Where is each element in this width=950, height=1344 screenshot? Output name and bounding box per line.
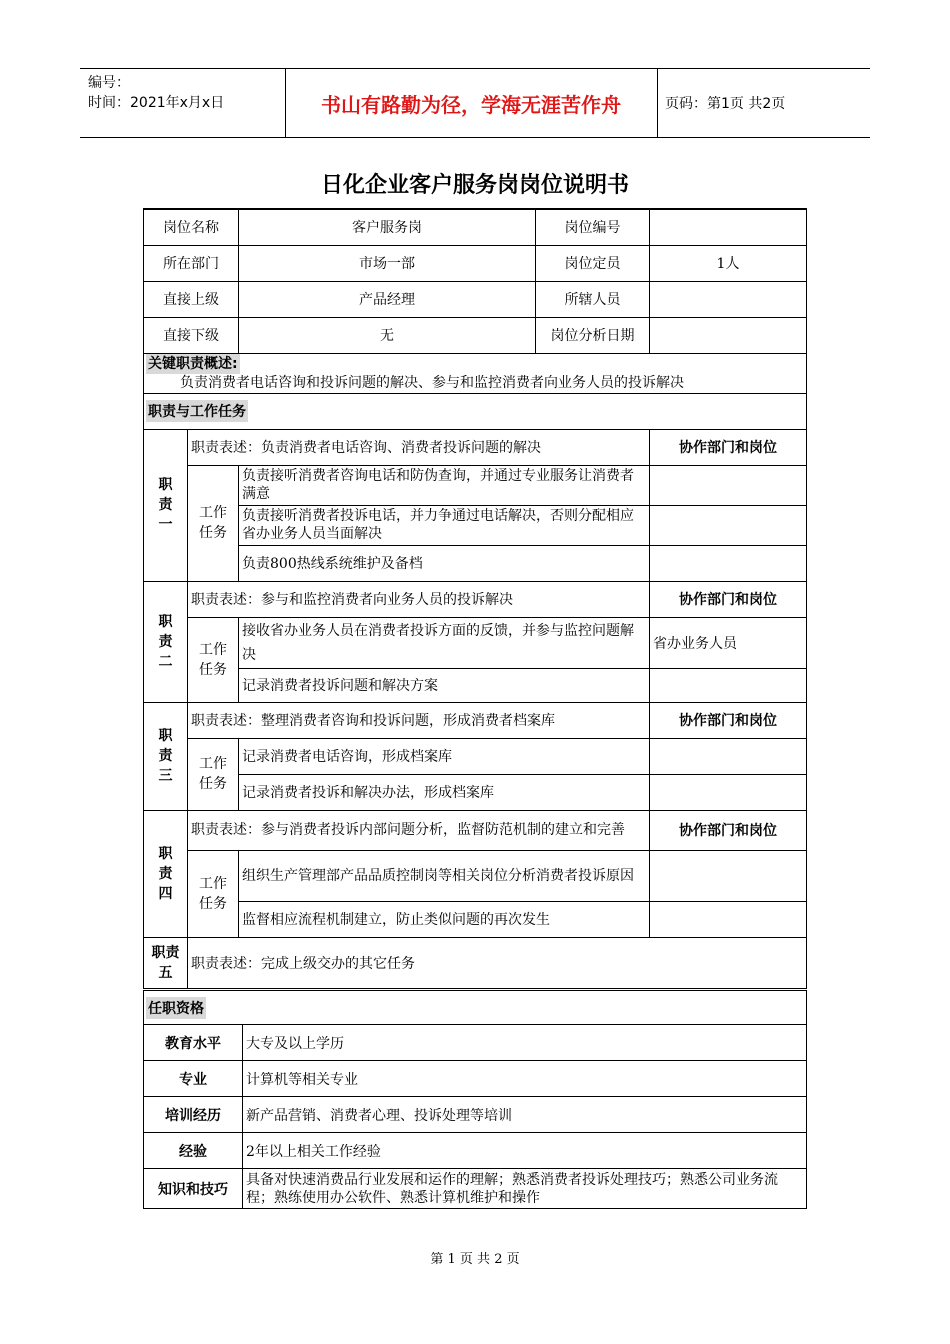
job-description-table (143, 208, 807, 989)
header-meta (88, 73, 224, 113)
duty-number: 职 责 一 (144, 429, 188, 581)
subordinate-value: 无 (239, 317, 536, 353)
basic-row (144, 245, 807, 281)
summary-text: 负责消费者电话咨询和投诉问题的解决、参与和监控消费者向业务人员的投诉解决 (180, 374, 684, 391)
task-collab (650, 774, 807, 810)
qual-value: 新产品营销、消费者心理、投诉处理等培训 (243, 1097, 807, 1133)
motto: 书山有路勤为径，学海无涯苦作舟 (321, 92, 621, 117)
task-row (144, 617, 807, 668)
qual-heading-row (144, 991, 807, 1025)
number-label: 编号： (88, 75, 130, 91)
duty-desc-row (144, 429, 807, 465)
post-name-label: 岗位名称 (144, 209, 239, 245)
collab-header: 协作部门和岗位 (650, 810, 807, 850)
task-collab (650, 738, 807, 774)
task-row (144, 545, 807, 581)
task-label: 工作 任务 (188, 617, 239, 702)
qual-row (144, 1061, 807, 1097)
post-name-value: 客户服务岗 (239, 209, 536, 245)
qual-value: 2年以上相关工作经验 (243, 1133, 807, 1169)
task-text: 监督相应流程机制建立，防止类似问题的再次发生 (239, 901, 650, 937)
basic-row (144, 317, 807, 353)
analysis-date-value (650, 317, 807, 353)
summary-cell (144, 353, 807, 393)
duty-desc-row (144, 581, 807, 617)
duty-number: 职 责 二 (144, 581, 188, 702)
divider (657, 69, 658, 137)
dept-value: 市场一部 (239, 245, 536, 281)
time-label: 时间：2021年x月x日 (88, 95, 225, 111)
task-row (144, 850, 807, 901)
duty-number: 职 责 三 (144, 702, 188, 810)
qual-value: 计算机等相关专业 (243, 1061, 807, 1097)
qual-row (144, 1097, 807, 1133)
qual-row (144, 1025, 807, 1061)
task-row (144, 668, 807, 702)
page-footer: 第 1 页 共 2 页 (430, 1252, 520, 1267)
headcount-label: 岗位定员 (536, 245, 650, 281)
duties-heading: 职责与工作任务 (146, 400, 248, 422)
duty-description: 职责表述：负责消费者电话咨询、消费者投诉问题的解决 (188, 429, 650, 465)
duty-description: 职责表述：完成上级交办的其它任务 (188, 937, 807, 988)
task-text: 负责接听消费者咨询电话和防伪查询，并通过专业服务让消费者满意 (239, 465, 650, 505)
post-code-label: 岗位编号 (536, 209, 650, 245)
page-indicator: 页码：第1页 共2页 (665, 96, 786, 112)
basic-row (144, 281, 807, 317)
qual-value: 大专及以上学历 (243, 1025, 807, 1061)
duty-description: 职责表述：整理消费者咨询和投诉问题，形成消费者档案库 (188, 702, 650, 738)
task-label: 工作 任务 (188, 738, 239, 810)
duties-heading-row (144, 393, 807, 429)
summary-row (144, 353, 807, 393)
task-collab (650, 668, 807, 702)
superior-label: 直接上级 (144, 281, 239, 317)
qual-heading: 任职资格 (146, 997, 206, 1019)
task-collab (650, 901, 807, 937)
collab-header: 协作部门和岗位 (650, 702, 807, 738)
qual-value: 具备对快速消费品行业发展和运作的理解；熟悉消费者投诉处理技巧；熟悉公司业务流程；熟练使用办公软件、熟悉计算机维护和操作 (243, 1169, 807, 1209)
task-collab (650, 505, 807, 545)
task-text: 接收省办业务人员在消费者投诉方面的反馈，并参与监控问题解决 (239, 617, 650, 668)
subordinate-count-label: 所辖人员 (536, 281, 650, 317)
task-label: 工作 任务 (188, 850, 239, 937)
collab-header: 协作部门和岗位 (650, 429, 807, 465)
duty-desc-row (144, 702, 807, 738)
task-collab: 省办业务人员 (650, 617, 807, 668)
subordinate-count-value (650, 281, 807, 317)
task-text: 记录消费者电话咨询，形成档案库 (239, 738, 650, 774)
task-text: 组织生产管理部产品品质控制岗等相关岗位分析消费者投诉原因 (239, 850, 650, 901)
task-text: 负责800热线系统维护及备档 (239, 545, 650, 581)
dept-label: 所在部门 (144, 245, 239, 281)
task-row (144, 738, 807, 774)
qual-row (144, 1169, 807, 1209)
task-text: 记录消费者投诉问题和解决方案 (239, 668, 650, 702)
duty-desc-row (144, 810, 807, 850)
task-text: 记录消费者投诉和解决办法，形成档案库 (239, 774, 650, 810)
document-title: 日化企业客户服务岗岗位说明书 (320, 173, 629, 198)
qual-label: 专业 (144, 1061, 243, 1097)
subordinate-label: 直接下级 (144, 317, 239, 353)
collab-header: 协作部门和岗位 (650, 581, 807, 617)
task-row (144, 465, 807, 505)
qualifications-table (143, 990, 807, 1209)
task-row (144, 901, 807, 937)
qual-label: 知识和技巧 (144, 1169, 243, 1209)
duty-description: 职责表述：参与和监控消费者向业务人员的投诉解决 (188, 581, 650, 617)
task-label: 工作 任务 (188, 465, 239, 581)
post-code-value (650, 209, 807, 245)
duty-description: 职责表述：参与消费者投诉内部问题分析，监督防范机制的建立和完善 (188, 810, 650, 850)
task-row (144, 774, 807, 810)
superior-value: 产品经理 (239, 281, 536, 317)
summary-label: 关键职责概述: (148, 355, 238, 372)
duties-heading-cell (144, 393, 807, 429)
task-row (144, 505, 807, 545)
task-collab (650, 545, 807, 581)
qual-label: 教育水平 (144, 1025, 243, 1061)
qual-label: 经验 (144, 1133, 243, 1169)
task-text: 负责接听消费者投诉电话，并力争通过电话解决，否则分配相应省办业务人员当面解决 (239, 505, 650, 545)
qual-label: 培训经历 (144, 1097, 243, 1133)
qual-heading-cell (144, 991, 807, 1025)
headcount-value: 1人 (650, 245, 807, 281)
analysis-date-label: 岗位分析日期 (536, 317, 650, 353)
duty-desc-row (144, 937, 807, 988)
task-collab (650, 465, 807, 505)
duty-number: 职责 五 (144, 937, 188, 988)
basic-row (144, 209, 807, 245)
qual-row (144, 1133, 807, 1169)
page-header (80, 68, 870, 138)
task-collab (650, 850, 807, 901)
duty-number: 职 责 四 (144, 810, 188, 937)
